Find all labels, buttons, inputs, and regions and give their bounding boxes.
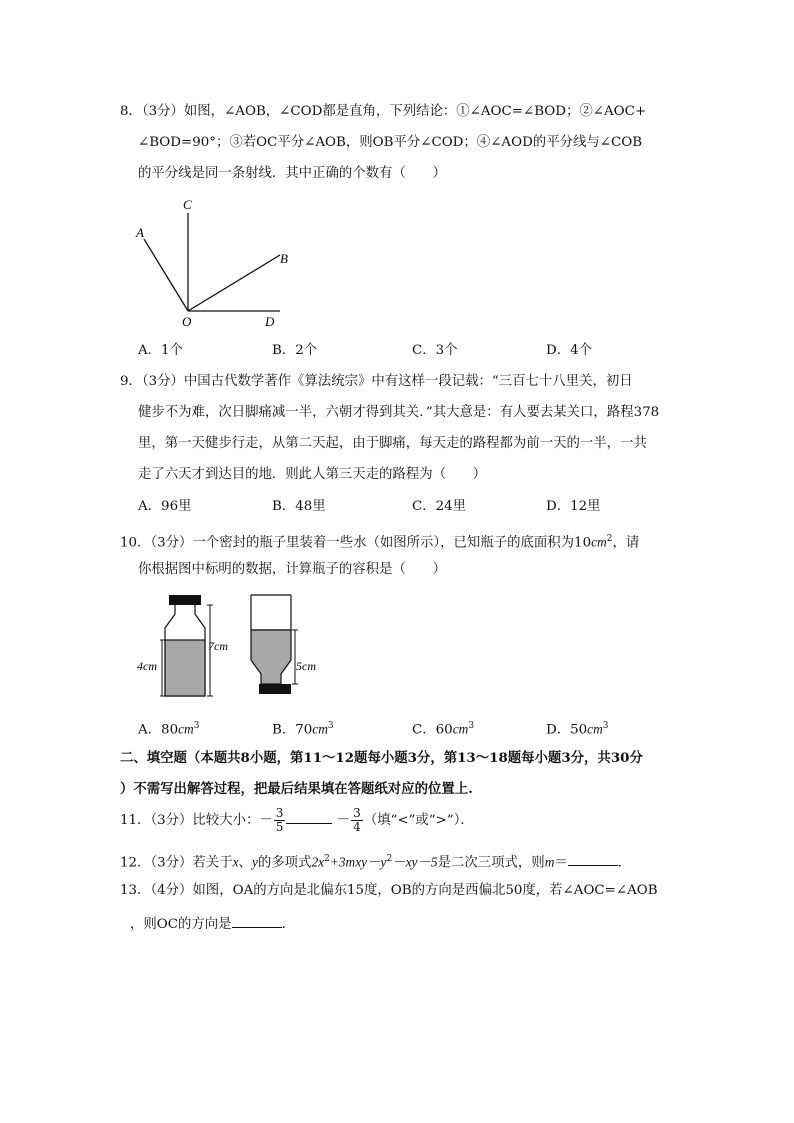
q10-line2: 你根据图中标明的数据，计算瓶子的容积是（ ） (138, 562, 446, 577)
q13-line2: ，则OC的方向是 ． (130, 914, 295, 933)
q10-option-c[interactable]: C．$60cm^3$ (412, 721, 475, 738)
label-C: C (183, 197, 192, 212)
q9-option-d[interactable]: D．12里 (546, 499, 601, 514)
q9-line3: 里，第一天健步行走，从第二天起，由于脚痛，每天走的路程都为前一天的一半，一共 (138, 436, 647, 451)
q8-line3: 的平分线是同一条射线．其中正确的个数有（ ） (138, 166, 446, 181)
right-bottle-body (251, 595, 291, 630)
label-right-air: 5cm (296, 659, 316, 673)
q9-line2: 健步不为难，次日脚痛减一半，六朝才得到其关．”其大意是：有人要去某关口，路程378 (138, 405, 660, 420)
label-D: D (265, 314, 275, 329)
q10-option-a[interactable]: A．$80cm^3$ (138, 721, 200, 738)
q9-line4: 走了六天才到达目的地．则此人第三天走的路程为（ ） (138, 467, 487, 482)
q8-option-d[interactable]: D．4个 (546, 343, 593, 358)
q10-option-d[interactable]: D．$50cm^3$ (546, 721, 609, 738)
q8-option-a[interactable]: A．1个 (138, 343, 183, 358)
q9-option-a[interactable]: A．96里 (138, 499, 192, 514)
ray-OA (144, 239, 188, 311)
right-bottle-water (251, 630, 291, 684)
q10-option-b[interactable]: B．$70cm^3$ (272, 721, 334, 738)
q13-line1: 13．（4分）如图，OA的方向是北偏东15度，OB的方向是西偏北50度，若∠AOC=∠AOB (120, 883, 658, 898)
q12: 12．（3分）若关于x、y的多项式$2x^2+3mxy-y^2-xy-5$是二次三项式，则m＝ ． (120, 854, 632, 871)
q10-line1: 10．（3分）一个密封的瓶子里装着一些水（如图所示），已知瓶子的底面积为$10cm^2$，请 (120, 534, 640, 551)
q10-bottle-figure (135, 590, 335, 710)
q8-option-c[interactable]: C．3个 (412, 343, 458, 358)
q8-line1: 8．（3分）如图，∠AOB，∠COD都是直角，下列结论：①∠AOC=∠BOD；②∠AOC+ (120, 104, 647, 119)
label-O: O (182, 314, 192, 329)
q11-fraction-1: $\frac{3}{5}$ (275, 806, 284, 834)
q8-option-b[interactable]: B．2个 (272, 343, 318, 358)
q12-answer-blank[interactable] (568, 852, 618, 866)
label-left-total: 7cm (208, 639, 228, 653)
q8-angle-figure (130, 195, 310, 330)
q9-option-c[interactable]: C．24里 (412, 499, 467, 514)
q13-answer-blank[interactable] (232, 914, 282, 928)
q9-line1: 9．（3分）中国古代数学著作《算法统宗》中有这样一段记载：“三百七十八里关，初日 (120, 374, 633, 389)
ray-OB (188, 255, 280, 311)
q11-fraction-2: $\frac{3}{4}$ (353, 806, 361, 834)
label-B: B (280, 251, 288, 266)
left-bottle-cap (169, 595, 201, 605)
q11-answer-blank[interactable] (286, 810, 332, 824)
section2-line2: ）不需写出解答过程，把最后结果填在答题纸对应的位置上. (120, 781, 473, 797)
label-A: A (136, 225, 144, 240)
q8-line2: ∠BOD=90°；③若OC平分∠AOB，则OB平分∠COD；④∠AOD的平分线与∠COB (138, 135, 643, 150)
q9-option-b[interactable]: B．48里 (272, 499, 326, 514)
right-bottle-cap (259, 684, 291, 694)
left-bottle-water (165, 640, 205, 696)
q11: 11．（3分）比较大小：－ $\frac{3}{5}$ － $\frac{3}{4}$ （填“<”或“>”）． (120, 806, 474, 834)
section2-line1: 二、填空题（本题共8小题，第11～12题每小题3分，第13～18题每小题3分，共30分 (120, 750, 643, 766)
label-left-water: 4cm (137, 659, 157, 673)
